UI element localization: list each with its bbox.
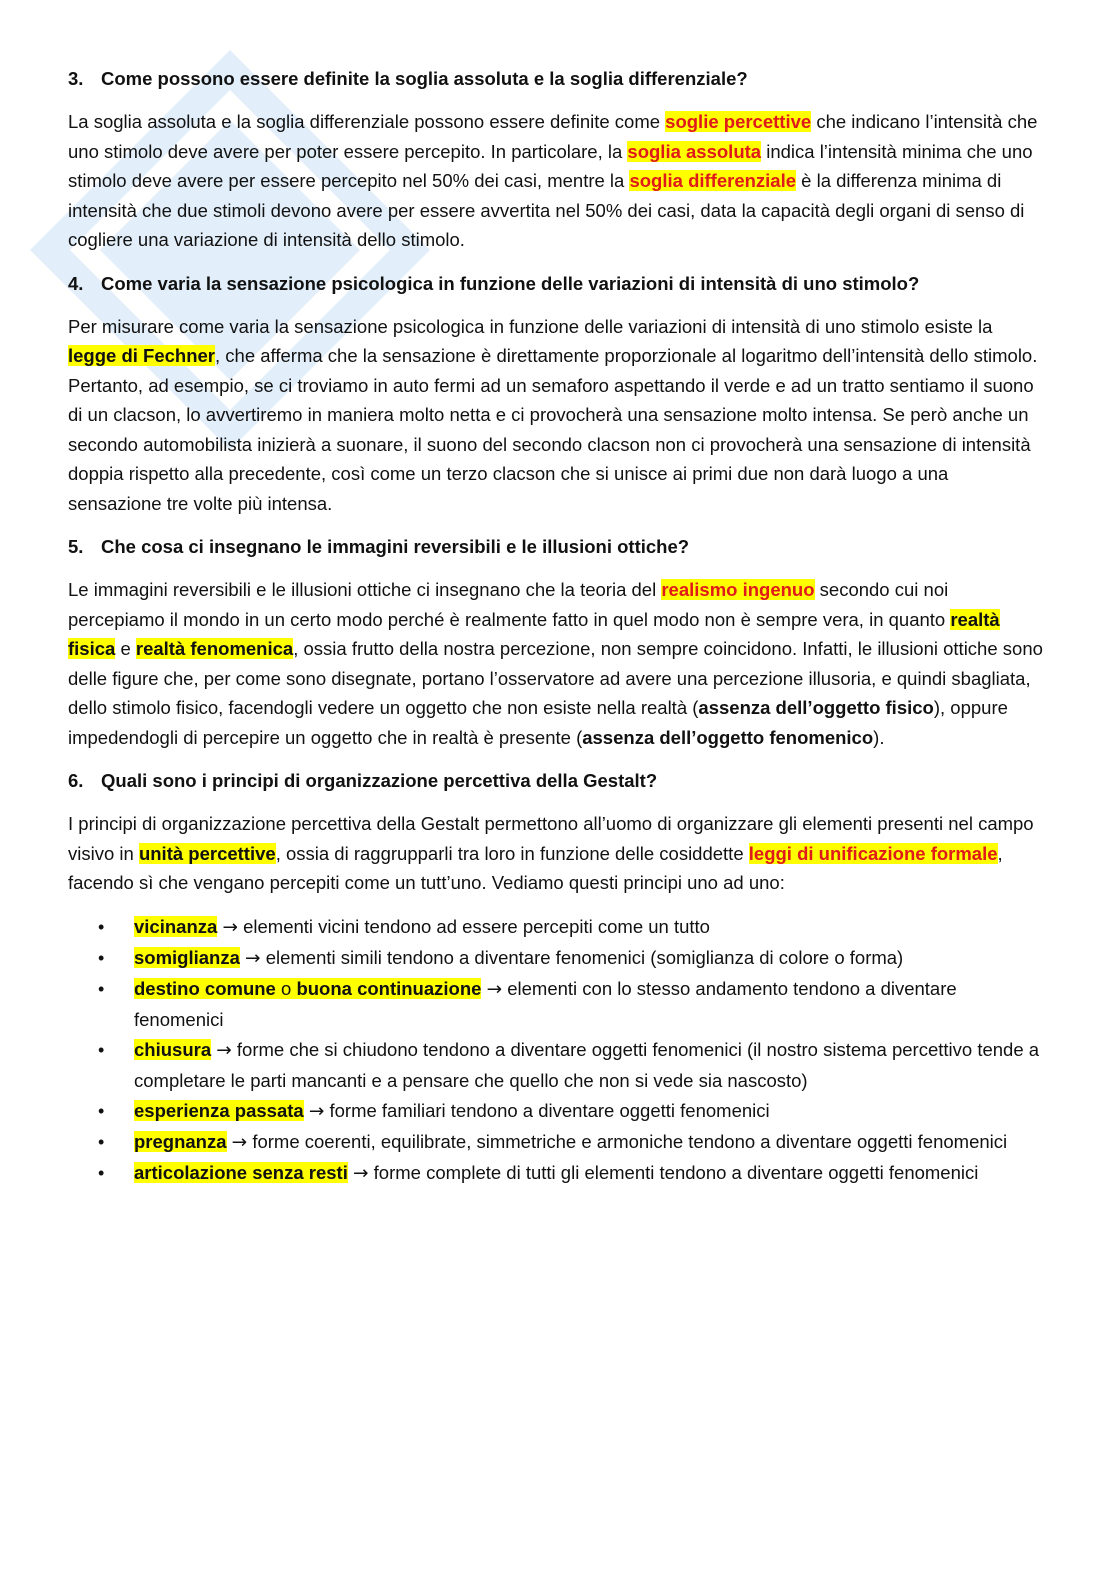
principle-description: forme familiari tendono a diventare oggetti fenomenici bbox=[329, 1099, 770, 1121]
question-number: 3. bbox=[68, 68, 84, 89]
bold-term: assenza dell’oggetto fenomenico bbox=[582, 726, 874, 748]
text-run: I principi di organizzazione percettiva della Gestalt permettono all’uomo di organizzare gli elementi presenti nel campo visivo in bbox=[68, 813, 1034, 864]
principle-term: somiglianza bbox=[134, 946, 240, 968]
highlight-term: leggi di unificazione formale bbox=[748, 842, 998, 864]
answer-paragraph-4 bbox=[68, 312, 1043, 519]
highlight-term: legge di Fechner bbox=[68, 345, 216, 366]
principle-term bbox=[134, 978, 481, 999]
principle-description: forme che si chiudono tendono a diventare oggetti fenomenici (il nostro sistema percettivo tende a completare le parti mancanti e a pensare che quello che non si vede sia nascosto) bbox=[134, 1038, 1040, 1091]
bullet-icon: • bbox=[98, 1100, 105, 1121]
arrow-right-icon: → bbox=[222, 916, 238, 938]
list-item bbox=[68, 1035, 1043, 1096]
bullet-icon: • bbox=[98, 978, 105, 999]
highlight-term: soglia differenziale bbox=[629, 170, 797, 191]
bullet-icon: • bbox=[98, 947, 105, 968]
question-text: Che cosa ci insegnano le immagini reversibili e le illusioni ottiche? bbox=[101, 536, 690, 557]
text-run: , che afferma che la sensazione è direttamente proporzionale al logaritmo dell’intensità dello stimolo. Pertanto, ad esempio, se ci troviamo in auto fermi ad un semaforo aspettando il verde e ad un tratto sentiamo il suono di un clacson, lo avvertiremo in maniera molto netta e ci provocherà una sensazione molto intensa. Se però anche un secondo automobilista inizierà a suonare, il suono del secondo clacson non ci provocherà una sensazione di intensità doppia rispetto alla precedente, così come un terzo clacson che si unisce ai primi due non darà luogo a una sensazione tre volte più intensa. bbox=[68, 345, 1038, 514]
principle-term: vicinanza bbox=[134, 915, 218, 937]
highlight-term: realismo ingenuo bbox=[661, 579, 815, 600]
question-text: Quali sono i principi di organizzazione percettiva della Gestalt? bbox=[101, 770, 658, 791]
bullet-icon: • bbox=[98, 1039, 105, 1060]
principle-description: forme coerenti, equilibrate, simmetriche e armoniche tendono a diventare oggetti fenomenici bbox=[252, 1130, 1008, 1152]
highlight-term: realtà fenomenica bbox=[135, 638, 294, 659]
text-run: secondo cui noi percepiamo il mondo in un certo modo perché è realmente fatto in quel modo non è sempre vera, in quanto bbox=[68, 579, 951, 630]
question-heading-4 bbox=[68, 269, 1043, 298]
text-run: La soglia assoluta e la soglia differenziale possono essere definite come bbox=[68, 111, 666, 132]
question-number: 6. bbox=[68, 770, 84, 791]
text-run: , facendo sì che vengano percepiti come un tutt’uno. Vediamo questi principi uno ad uno: bbox=[68, 842, 1003, 893]
arrow-right-icon: → bbox=[486, 978, 503, 1000]
gestalt-principles-list bbox=[68, 912, 1043, 1189]
principle-description: elementi vicini tendono ad essere percepiti come un tutto bbox=[243, 915, 710, 937]
bullet-icon: • bbox=[98, 1131, 105, 1152]
principle-description: forme complete di tutti gli elementi tendono a diventare oggetti fenomenici bbox=[373, 1161, 979, 1183]
list-item bbox=[68, 1127, 1043, 1158]
bold-term: assenza dell’oggetto fisico bbox=[698, 697, 934, 718]
text-run: , ossia frutto della nostra percezione, non sempre coincidono. Infatti, le illusioni ottiche sono delle figure che, per come sono disegnate, portano l’osservatore ad avere una percezione illusoria, e quindi sbagliata, dello stimolo fisico, facendogli vedere un oggetto che non esiste nella realtà ( bbox=[68, 638, 1043, 718]
principle-term: pregnanza bbox=[134, 1130, 227, 1152]
principle-term: esperienza passata bbox=[134, 1099, 304, 1121]
question-text: Come possono essere definite la soglia assoluta e la soglia differenziale? bbox=[101, 68, 748, 89]
principle-term: articolazione senza resti bbox=[134, 1161, 348, 1183]
arrow-right-icon: → bbox=[308, 1100, 325, 1122]
text-run: Per misurare come varia la sensazione psicologica in funzione delle variazioni di intensità di uno stimolo esiste la bbox=[68, 315, 993, 337]
principle-description: elementi simili tendono a diventare fenomenici (somiglianza di colore o forma) bbox=[265, 946, 904, 968]
highlight-term: soglia assoluta bbox=[627, 140, 762, 162]
text-run: , ossia di raggrupparli tra loro in funzione delle cosiddette bbox=[275, 842, 749, 864]
document-page bbox=[68, 64, 1043, 1189]
highlight-term: unità percettive bbox=[138, 842, 276, 864]
answer-paragraph-6 bbox=[68, 809, 1043, 898]
arrow-right-icon: → bbox=[231, 1131, 248, 1153]
principle-term-a: destino comune bbox=[134, 977, 276, 999]
text-run: ), oppure impedendogli di percepire un oggetto che in realtà è presente ( bbox=[68, 697, 1008, 748]
principle-term: chiusura bbox=[134, 1038, 212, 1060]
highlight-term: realtà fisica bbox=[68, 608, 1000, 659]
arrow-right-icon: → bbox=[353, 1162, 369, 1184]
question-heading-3 bbox=[68, 64, 1043, 93]
text-run: è la differenza minima di intensità che due stimoli devono avere per essere avvertita nel 50% dei casi, data la capacità degli organi di senso di cogliere una variazione di intensità dello stimolo. bbox=[68, 170, 1025, 250]
question-heading-6 bbox=[68, 766, 1043, 795]
bullet-icon: • bbox=[98, 1162, 105, 1183]
answer-paragraph-3 bbox=[68, 107, 1043, 255]
list-item bbox=[68, 912, 1043, 943]
list-item bbox=[68, 1158, 1043, 1189]
highlight-term: soglie percettive bbox=[665, 111, 812, 132]
question-heading-5 bbox=[68, 532, 1043, 561]
list-item bbox=[68, 1096, 1043, 1127]
text-run: Le immagini reversibili e le illusioni ottiche ci insegnano che la teoria del bbox=[68, 579, 662, 600]
text-run: e bbox=[115, 638, 136, 659]
text-run: indica l’intensità minima che uno stimolo deve avere per essere percepito nel 50% dei casi, mentre la bbox=[68, 140, 1033, 191]
bullet-icon: • bbox=[98, 916, 105, 937]
question-number: 4. bbox=[68, 272, 84, 294]
principle-description: elementi con lo stesso andamento tendono a diventare fenomenici bbox=[134, 977, 957, 1030]
list-item bbox=[68, 974, 1043, 1035]
principle-term-or: o bbox=[275, 977, 297, 999]
list-item bbox=[68, 943, 1043, 974]
principle-term-b: buona continuazione bbox=[296, 977, 482, 999]
text-run: che indicano l’intensità che uno stimolo deve avere per poter essere percepito. In particolare, la bbox=[68, 111, 1038, 162]
arrow-right-icon: → bbox=[245, 947, 261, 969]
question-text: Come varia la sensazione psicologica in funzione delle variazioni di intensità di uno stimolo? bbox=[101, 272, 920, 294]
text-run: ). bbox=[873, 726, 885, 748]
arrow-right-icon: → bbox=[216, 1039, 232, 1061]
answer-paragraph-5 bbox=[68, 575, 1043, 752]
question-number: 5. bbox=[68, 536, 84, 557]
